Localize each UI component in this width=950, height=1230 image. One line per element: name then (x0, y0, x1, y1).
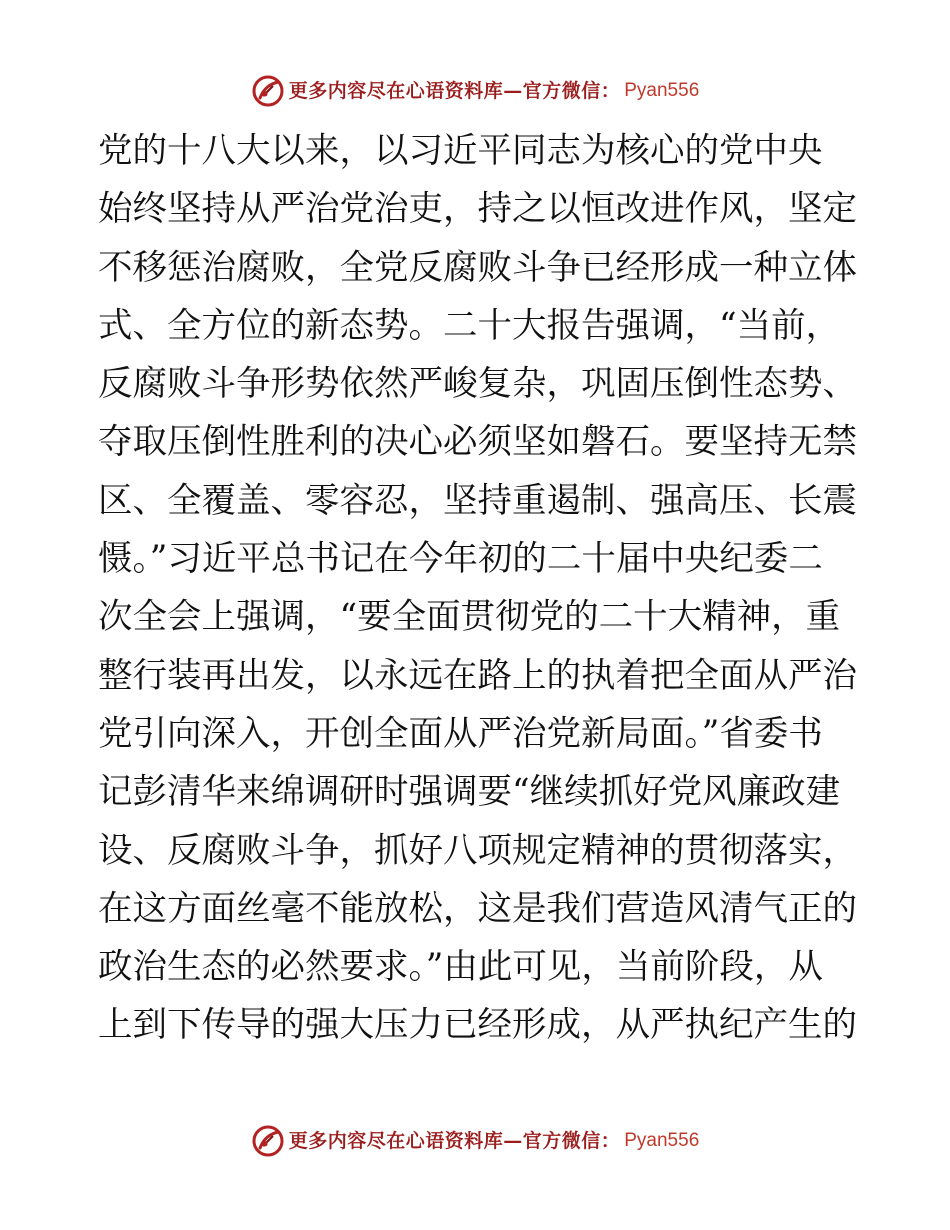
red-circle-brush-logo-icon (251, 1124, 285, 1158)
text-line: 党引向深入，开创全面从严治党新局面。”省委书 (98, 713, 823, 754)
text-line: 不移惩治腐败，全党反腐败斗争已经形成一种立体 (98, 247, 857, 288)
text-line: 党的十八大以来，以习近平同志为核心的党中央 (98, 131, 823, 171)
text-line: 区、全覆盖、零容忍，坚持重遏制、强高压、长震 (98, 480, 857, 521)
watermark-wechat-id: Pyan556 (624, 80, 700, 101)
text-line: 式、全方位的新态势。二十大报告强调，“当前， (98, 305, 841, 346)
text-line: 夺取压倒性胜利的决心必须坚如磐石。要坚持无禁 (98, 422, 857, 463)
footer-watermark (0, 1124, 950, 1158)
text-line: 始终坚持从严治党治吏，持之以恒改进作风，坚定 (98, 189, 857, 230)
watermark-text: 更多内容尽在心语资料库—官方微信： (288, 1130, 621, 1152)
text-line: 记彭清华来绵调研时强调要“继续抓好党风廉政建 (98, 772, 841, 813)
text-line: 反腐败斗争形势依然严峻复杂，巩固压倒性态势、 (98, 364, 857, 405)
text-line: 在这方面丝毫不能放松，这是我们营造风清气正的 (98, 888, 857, 929)
red-circle-brush-logo-icon (251, 74, 285, 108)
body-paragraph (98, 122, 858, 1055)
text-line: 慑。”习近平总书记在今年初的二十届中央纪委二 (98, 539, 823, 580)
header-watermark (0, 74, 950, 108)
text-line: 政治生态的必然要求。”由此可见，当前阶段，从 (98, 947, 823, 988)
text-line: 次全会上强调，“要全面贯彻党的二十大精神，重 (98, 597, 841, 638)
text-line: 设、反腐败斗争，抓好八项规定精神的贯彻落实， (98, 830, 857, 871)
watermark-wechat-id: Pyan556 (624, 1130, 700, 1151)
watermark-text: 更多内容尽在心语资料库—官方微信： (288, 80, 621, 102)
text-line: 整行装再出发，以永远在路上的执着把全面从严治 (98, 655, 857, 696)
text-line: 上到下传导的强大压力已经形成，从严执纪产生的 (98, 1005, 857, 1046)
